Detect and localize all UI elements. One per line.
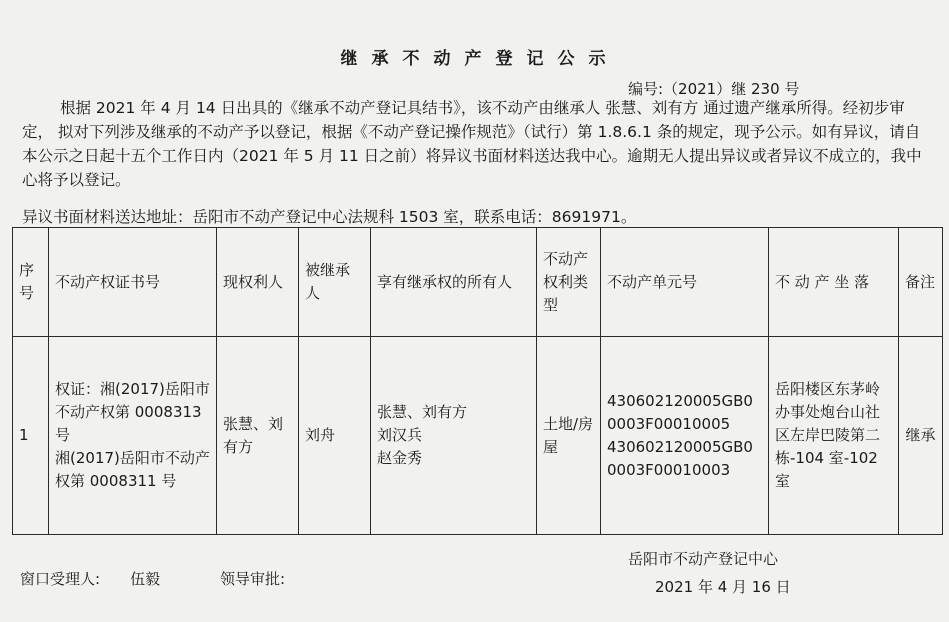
header-current-owner: 现权利人 <box>217 228 299 337</box>
heir-3: 赵金秀 <box>377 449 423 467</box>
cell-heirs <box>371 337 537 535</box>
cell-location: 岳阳楼区东茅岭办事处炮台山社区左岸巴陵第二栋-104 室-102 室 <box>769 337 899 535</box>
header-seq: 序号 <box>13 228 49 337</box>
cert-no-1: 权证：湘(2017)岳阳市不动产权第 0008313 号 <box>55 380 210 444</box>
cell-deceased: 刘舟 <box>299 337 371 535</box>
heir-2: 刘汉兵 <box>377 426 423 444</box>
table-header-row <box>13 228 943 337</box>
cert-no-2: 湘(2017)岳阳市不动产权第 0008311 号 <box>55 449 210 490</box>
cell-remark: 继承 <box>899 337 943 535</box>
receiver-line <box>20 568 160 589</box>
table-row <box>13 337 943 535</box>
header-deceased: 被继承人 <box>299 228 371 337</box>
receiver-label: 窗口受理人: <box>20 570 101 588</box>
issue-date: 2021 年 4 月 16 日 <box>655 578 791 596</box>
header-heirs: 享有继承权的所有人 <box>371 228 537 337</box>
cell-seq: 1 <box>13 337 49 535</box>
cell-cert-no <box>49 337 217 535</box>
header-unit-no: 不动产单元号 <box>601 228 769 337</box>
header-right-type: 不动产权利类型 <box>537 228 601 337</box>
cell-current-owner: 张慧、刘有方 <box>217 337 299 535</box>
issuing-organization: 岳阳市不动产登记中心 <box>628 550 779 568</box>
registration-table <box>12 227 943 535</box>
page-title: 继承不动产登记公示 <box>340 49 620 69</box>
header-remark: 备注 <box>899 228 943 337</box>
cell-unit-no <box>601 337 769 535</box>
leader-approval-label: 领导审批: <box>220 570 286 588</box>
objection-address: 异议书面材料送达地址：岳阳市不动产登记中心法规科 1503 室，联系电话：8691971。 <box>22 208 637 226</box>
unit-no-1: 430602120005GB00003F00010005 <box>607 391 753 433</box>
cell-right-type: 土地/房屋 <box>537 337 601 535</box>
document-number: 编号:（2021）继 230 号 <box>628 80 800 98</box>
heir-1: 张慧、刘有方 <box>377 403 468 421</box>
notice-paragraph: 根据 2021 年 4 月 14 日出具的《继承不动产登记具结书》，该不动产由继承人 张慧、刘有方 通过遗产继承所得。经初步审定， 拟对下列涉及继承的不动产予以登记，根据《不动产登记操作规范》（试行）第 1.8.6.1 条的规定，现予公示。如有异议，请自本公示之日起十五个工作日内（2021 年 5 月 11 日之前）将异议书面材料送达我中心。逾期无人提出异议或者异议不成立的，我中心将予以登记。 <box>22 99 922 189</box>
header-location: 不 动 产 坐 落 <box>769 228 899 337</box>
header-cert-no: 不动产权证书号 <box>49 228 217 337</box>
receiver-name: 伍毅 <box>130 570 161 588</box>
unit-no-2: 430602120005GB00003F00010003 <box>607 437 753 479</box>
